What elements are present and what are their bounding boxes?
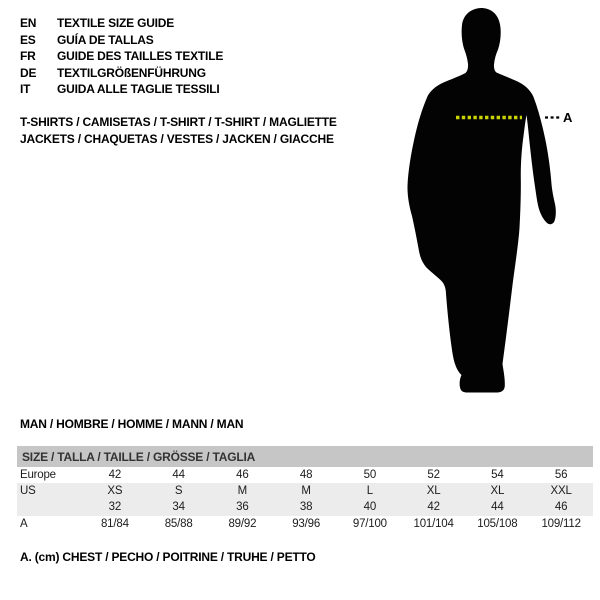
size-cell: 85/88 (164, 517, 193, 530)
lang-code: DE (20, 65, 37, 80)
size-cell: 36 (236, 501, 249, 514)
size-cell: 42 (427, 501, 440, 514)
size-cell: 97/100 (352, 517, 387, 530)
row-label: Europe (20, 469, 56, 482)
size-cell: 38 (299, 501, 313, 514)
lang-title: GUIDA ALLE TAGLIE TESSILI (57, 82, 220, 97)
size-cell: 93/96 (292, 517, 321, 530)
size-cell: 52 (427, 469, 440, 482)
lang-code: IT (20, 82, 31, 97)
size-cell: 46 (554, 501, 568, 514)
product-line-tshirts: T-SHIRTS / CAMISETAS / T-SHIRT / T-SHIRT / MAGLIETTE (20, 114, 337, 129)
size-cell: 54 (491, 469, 504, 482)
size-cell: 81/84 (100, 517, 129, 530)
size-cell: 42 (108, 469, 122, 482)
lang-title: GUÍA DE TALLAS (57, 32, 154, 47)
lang-code: ES (20, 32, 36, 47)
size-cell: 101/104 (413, 517, 454, 530)
product-line-jackets: JACKETS / CHAQUETAS / VESTES / JACKEN / GIACCHE (20, 132, 334, 147)
section-title-man: MAN / HOMBRE / HOMME / MANN / MAN (20, 417, 244, 431)
lang-title: TEXTILE SIZE GUIDE (57, 16, 175, 31)
size-cell: M (237, 485, 248, 498)
table-row-chest-a (17, 516, 593, 532)
size-table (17, 446, 593, 532)
size-cell: XL (490, 485, 505, 498)
size-cell: 40 (363, 501, 377, 514)
row-label: US (20, 485, 36, 498)
table-row-us-numeric (17, 499, 593, 515)
size-cell: XXL (550, 485, 572, 498)
size-cell: XL (426, 485, 441, 498)
size-cell: 34 (172, 501, 185, 514)
size-cell: 44 (172, 469, 185, 482)
size-cell: 44 (491, 501, 504, 514)
size-cell: 56 (554, 469, 568, 482)
size-cell: 46 (236, 469, 249, 482)
size-cell: 109/112 (541, 517, 581, 530)
size-cell: 89/92 (228, 517, 257, 530)
size-cell: M (301, 485, 311, 498)
lang-title: TEXTILGRÖßENFÜHRUNG (57, 65, 206, 80)
size-cell: XS (107, 485, 123, 498)
size-cell: S (174, 485, 183, 498)
size-cell: L (366, 485, 373, 498)
size-cell: 32 (108, 501, 122, 514)
lang-title: GUIDE DES TAILLES TEXTILE (57, 49, 224, 64)
lang-code: EN (20, 16, 37, 31)
measure-label-a: A (563, 110, 573, 125)
size-cell: 48 (299, 469, 313, 482)
measurement-footnote: A. (cm) CHEST / PECHO / POITRINE / TRUHE / PETTO (20, 550, 316, 564)
row-label: A (20, 517, 28, 530)
table-row-us (17, 483, 593, 499)
lang-code: FR (20, 49, 36, 64)
man-silhouette-icon (407, 8, 555, 393)
size-cell: 50 (363, 469, 377, 482)
size-table-header: SIZE / TALLA / TAILLE / GRÖSSE / TAGLIA (17, 446, 593, 467)
size-cell: 105/108 (477, 517, 518, 530)
table-row-europe (17, 467, 593, 483)
